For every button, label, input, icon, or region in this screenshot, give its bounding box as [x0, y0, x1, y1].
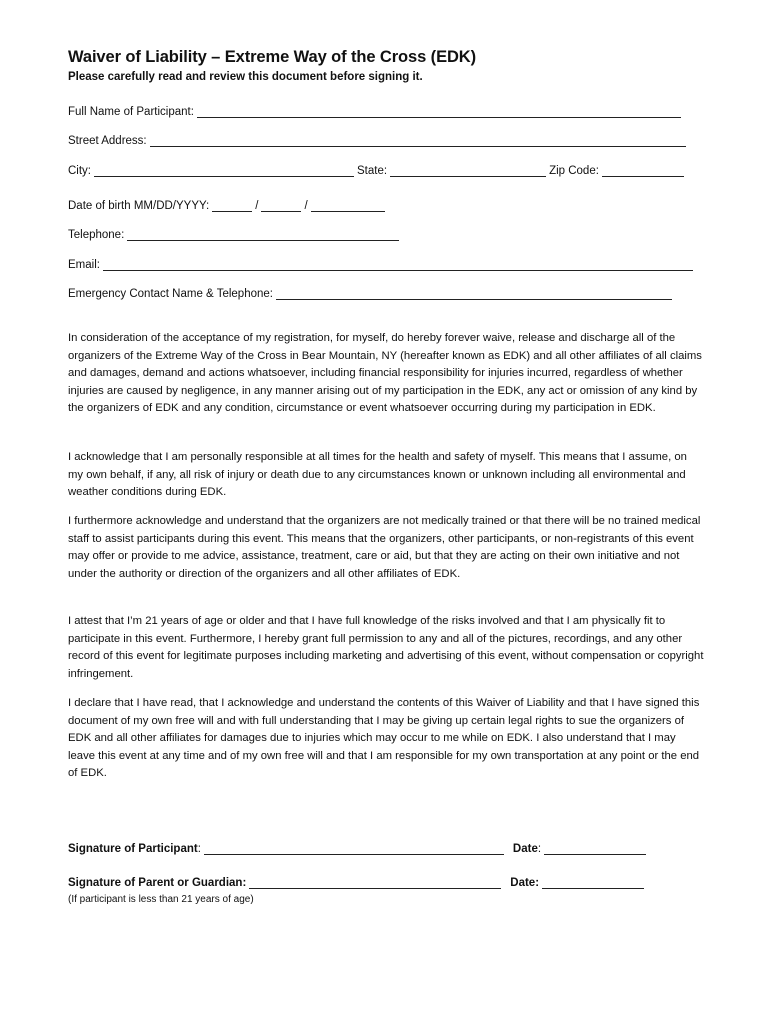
parent-signature-field[interactable] [249, 876, 501, 889]
state-field[interactable] [390, 164, 546, 177]
dob-separator: / [255, 200, 259, 212]
email-row [68, 258, 696, 271]
parent-date-colon: : [535, 877, 540, 889]
full-name-label: Full Name of Participant: [68, 106, 194, 118]
telephone-label: Telephone: [68, 229, 125, 241]
participant-signature-row [68, 842, 649, 855]
telephone-row [68, 228, 402, 241]
street-row [68, 134, 689, 147]
dob-year-field[interactable] [311, 199, 385, 212]
emergency-contact-label: Emergency Contact Name & Telephone: [68, 288, 273, 300]
emergency-contact-field[interactable] [276, 287, 672, 300]
waiver-paragraph: I furthermore acknowledge and understand that the organizers are not medically trained or that there will be no trained medical staff to assist participants during this event. This means that the organizers, other participants, or non-registrants of this event may offer or provide to me advice, assistance, treatment, care or aid, but that they are acting on their own initiative and not under the authority or direction of the organizers and all other affiliates of EDK. [68, 515, 701, 580]
parent-signature-note: (If participant is less than 21 years of age) [68, 894, 254, 905]
dob-row [68, 199, 388, 212]
participant-signature-label: Signature of Participant [68, 843, 198, 855]
participant-signature-colon: : [197, 843, 201, 855]
state-label: State: [357, 165, 388, 177]
zip-label: Zip Code: [549, 165, 599, 177]
zip-code-field[interactable] [602, 164, 684, 177]
street-address-field[interactable] [150, 134, 686, 147]
document-title: Waiver of Liability – Extreme Way of the Cross (EDK) [68, 48, 477, 66]
full-name-field[interactable] [197, 105, 681, 118]
waiver-paragraph: In consideration of the acceptance of my registration, for myself, do hereby forever waive, release and discharge all of the organizers of the Extreme Way of the Cross in Bear Mountain, NY (hereafter known as EDK) and all other affiliates of all claims and damages, demand and actions whatsoever, including financial responsibility for injuries incurred, regardless of whether injuries are caused by negligence, in any manner arising out of my participation in the EDK, any act or omission of any kind by the organizers of EDK and any condition, circumstance or event whatsoever occurring during my participation in EDK. [68, 332, 702, 415]
street-label: Street Address: [68, 135, 147, 147]
parent-signature-row [68, 876, 647, 889]
parent-signature-label: Signature of Parent or Guardian: [68, 877, 247, 889]
participant-date-field[interactable] [544, 842, 646, 855]
email-label: Email: [68, 259, 100, 271]
dob-separator: / [304, 200, 308, 212]
city-field[interactable] [94, 164, 354, 177]
waiver-paragraph: I attest that I’m 21 years of age or older and that I have full knowledge of the risks involved and that I am physically fit to participate in this event. Furthermore, I hereby grant full permission to any and all of the pictures, recordings, and any other record of this event for legitimate purposes including marketing and advertising of this event, without compensation or copyright infringement. [68, 615, 704, 680]
parent-date-field[interactable] [542, 876, 644, 889]
city-label: City: [68, 165, 91, 177]
parent-date-label: Date [510, 877, 536, 889]
dob-day-field[interactable] [261, 199, 301, 212]
full-name-row [68, 105, 684, 118]
city-state-zip-row [68, 164, 687, 177]
waiver-paragraph: I acknowledge that I am personally responsible at all times for the health and safety of myself. This means that I assume, on my own behalf, if any, all risk of injury or death due to any circumstances known or unknown including all environmental and weather conditions during EDK. [68, 451, 687, 499]
waiver-paragraph: I declare that I have read, that I acknowledge and understand the contents of this Waiver of Liability and that I have signed this document of my own free will and with full understanding that I may be giving up certain legal rights to sue the organizers of EDK and all other affiliates for damages due to injuries which may occur to me while on EDK. I also understand that I may leave this event at any time and of my own free will and that I am responsible for my own transportation at any point or the end of EDK. [68, 697, 700, 780]
participant-date-label: Date [512, 843, 538, 855]
document-subtitle: Please carefully read and review this document before signing it. [68, 71, 423, 83]
participant-date-colon: : [537, 843, 542, 855]
dob-month-field[interactable] [212, 199, 252, 212]
emergency-contact-row [68, 287, 675, 300]
participant-signature-field[interactable] [204, 842, 504, 855]
dob-label: Date of birth MM/DD/YYYY: [68, 200, 210, 212]
telephone-field[interactable] [127, 228, 399, 241]
email-field[interactable] [103, 258, 693, 271]
